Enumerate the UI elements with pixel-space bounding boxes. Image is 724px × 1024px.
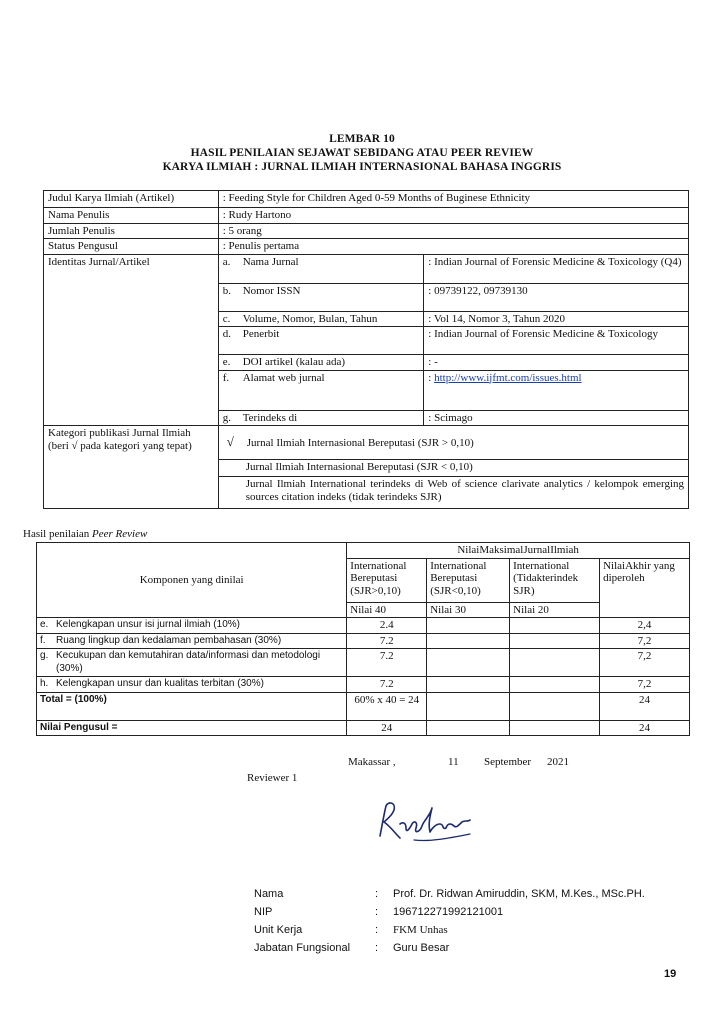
sig-colon: : bbox=[375, 906, 379, 918]
komponen-row-h bbox=[37, 677, 347, 693]
row-letter: c. bbox=[222, 312, 231, 325]
peer-review-table bbox=[36, 542, 690, 736]
web-prefix: : bbox=[428, 371, 435, 384]
nama-penulis-label: Nama Penulis bbox=[44, 208, 219, 224]
score-e-col3 bbox=[510, 618, 600, 634]
caption-italic: Peer Review bbox=[92, 528, 148, 540]
sig-value: FKM Unhas bbox=[393, 924, 448, 936]
sig-label: Jabatan Fungsional bbox=[254, 942, 351, 954]
kategori-label-cell bbox=[44, 426, 219, 509]
score-e-col2 bbox=[427, 618, 510, 634]
row-letter: f. bbox=[222, 371, 230, 384]
row-label: Nama Jurnal bbox=[242, 255, 299, 268]
col-header-1: International Bereputasi (SJR>0,10) bbox=[347, 558, 427, 602]
jumlah-penulis-label: Jumlah Penulis bbox=[44, 223, 219, 239]
row-label: Volume, Nomor, Bulan, Tahun bbox=[242, 312, 378, 325]
score-g-col1: 7.2 bbox=[347, 649, 427, 677]
score-e-col1: 2.4 bbox=[347, 618, 427, 634]
col-header-2: International Bereputasi (SJR<0,10) bbox=[427, 558, 510, 602]
jurnal-row-c-value: : Vol 14, Nomor 3, Tahun 2020 bbox=[424, 311, 689, 327]
score-f-final: 7,2 bbox=[600, 633, 690, 649]
check-mark-icon: √ bbox=[226, 433, 234, 449]
row-label: Ruang lingkup dan kedalaman pembahasan (30%) bbox=[56, 634, 282, 646]
row-label: DOI artikel (kalau ada) bbox=[242, 356, 346, 368]
identitas-jurnal-label: Identitas Jurnal/Artikel bbox=[44, 254, 219, 426]
total-label: Total = (100%) bbox=[37, 692, 347, 720]
komponen-row-e bbox=[37, 618, 347, 634]
sig-label: NIP bbox=[254, 906, 273, 918]
identity-table bbox=[43, 190, 689, 509]
row-letter: f. bbox=[40, 634, 46, 646]
row-label: Terindeks di bbox=[242, 411, 298, 424]
score-g-col2 bbox=[427, 649, 510, 677]
row-label: Kelengkapan unsur dan kualitas terbitan (30%) bbox=[56, 678, 264, 689]
caption-prefix: Hasil penilaian bbox=[23, 528, 93, 540]
sign-month: September bbox=[484, 756, 532, 768]
kategori-option-3[interactable] bbox=[218, 477, 688, 509]
title-line-2: HASIL PENILAIAN SEJAWAT SEBIDANG ATAU PEER REVIEW bbox=[190, 147, 534, 159]
score-h-col2 bbox=[427, 677, 510, 693]
judul-value: : Feeding Style for Children Aged 0-59 Months of Buginese Ethnicity bbox=[218, 191, 688, 208]
jurnal-row-f-label bbox=[218, 370, 424, 410]
kategori-note: (beri √ pada kategori yang tepat) bbox=[48, 439, 192, 452]
sign-day: 11 bbox=[448, 756, 459, 768]
row-letter: g. bbox=[40, 650, 49, 661]
kategori-option-text: Jurnal Ilmiah Internasional Bereputasi (SJR < 0,10) bbox=[245, 461, 473, 473]
kategori-option-2[interactable] bbox=[218, 460, 688, 477]
title-line-1: LEMBAR 10 bbox=[329, 133, 395, 145]
sig-colon: : bbox=[375, 924, 379, 936]
row-letter: g. bbox=[222, 411, 231, 424]
status-pengusul-value: : Penulis pertama bbox=[218, 239, 688, 255]
score-f-col2 bbox=[427, 633, 510, 649]
jurnal-row-b-label bbox=[218, 283, 424, 311]
row-label: Nomor ISSN bbox=[242, 284, 301, 297]
pengusul-final: 24 bbox=[600, 720, 690, 736]
row-label: Kelengkapan unsur isi jurnal ilmiah (10%) bbox=[56, 619, 240, 630]
jurnal-row-a-value: : Indian Journal of Forensic Medicine & Toxicology (Q4) bbox=[424, 254, 689, 283]
sig-value: Prof. Dr. Ridwan Amiruddin, SKM, M.Kes., MSc.PH. bbox=[393, 888, 645, 900]
title-line-3: KARYA ILMIAH : JURNAL ILMIAH INTERNASIONAL BAHASA INGGRIS bbox=[162, 161, 562, 173]
nilai-40: Nilai 40 bbox=[347, 602, 427, 618]
row-letter: h. bbox=[40, 678, 49, 689]
score-f-col1: 7.2 bbox=[347, 633, 427, 649]
nilai-maks-header: NilaiMaksimalJurnalIlmiah bbox=[347, 543, 690, 559]
score-h-col1: 7.2 bbox=[347, 677, 427, 693]
komponen-header: Komponen yang dinilai bbox=[37, 543, 347, 618]
score-g-col3 bbox=[510, 649, 600, 677]
row-letter: d. bbox=[222, 328, 231, 340]
col-header-3: International (Tidakterindek SJR) bbox=[510, 558, 600, 602]
score-f-col3 bbox=[510, 633, 600, 649]
status-pengusul-label: Status Pengusul bbox=[44, 239, 219, 255]
kategori-option-text: Jurnal Ilmiah International terindeks di Web of science clarivate analytics / kelompok emerging sources citation indeks (tidak terindeks SJR) bbox=[245, 478, 684, 503]
total-col1: 60% x 40 = 24 bbox=[347, 692, 427, 720]
jurnal-row-b-value: : 09739122, 09739130 bbox=[424, 283, 689, 311]
jurnal-row-d-label bbox=[218, 327, 424, 355]
jurnal-row-e-label bbox=[218, 355, 424, 371]
nama-penulis-value: : Rudy Hartono bbox=[218, 208, 688, 224]
jumlah-penulis-value: : 5 orang bbox=[218, 223, 688, 239]
pengusul-col3 bbox=[510, 720, 600, 736]
peer-review-caption bbox=[23, 528, 147, 540]
kategori-option-1[interactable] bbox=[218, 426, 688, 460]
jurnal-row-f-value bbox=[424, 370, 689, 410]
signature-image bbox=[370, 798, 480, 850]
row-letter: e. bbox=[40, 619, 49, 630]
total-col3 bbox=[510, 692, 600, 720]
komponen-row-f bbox=[37, 633, 347, 649]
score-h-col3 bbox=[510, 677, 600, 693]
jurnal-row-g-value: : Scimago bbox=[424, 410, 689, 426]
jurnal-row-d-value: : Indian Journal of Forensic Medicine & Toxicology bbox=[424, 327, 689, 355]
sign-place: Makassar , bbox=[348, 756, 396, 768]
row-letter: b. bbox=[222, 284, 231, 297]
reviewer-label: Reviewer 1 bbox=[247, 772, 298, 784]
pengusul-col1: 24 bbox=[347, 720, 427, 736]
nilai-pengusul-label: Nilai Pengusul = bbox=[37, 720, 347, 736]
sign-year: 2021 bbox=[547, 756, 569, 768]
judul-label: Judul Karya Ilmiah (Artikel) bbox=[44, 191, 219, 208]
sig-value: Guru Besar bbox=[393, 942, 450, 954]
jurnal-row-c-label bbox=[218, 311, 424, 327]
total-final: 24 bbox=[600, 692, 690, 720]
row-label: Penerbit bbox=[242, 328, 280, 340]
jurnal-row-e-value: : - bbox=[424, 355, 689, 371]
jurnal-row-g-label bbox=[218, 410, 424, 426]
row-label: Alamat web jurnal bbox=[242, 371, 325, 384]
kategori-label: Kategori publikasi Jurnal Ilmiah bbox=[48, 427, 191, 439]
sig-label: Unit Kerja bbox=[254, 924, 303, 936]
sig-colon: : bbox=[375, 942, 379, 954]
score-g-final: 7,2 bbox=[600, 649, 690, 677]
jurnal-row-a-label bbox=[218, 254, 424, 283]
nilai-30: Nilai 30 bbox=[427, 602, 510, 618]
score-e-final: 2,4 bbox=[600, 618, 690, 634]
sig-colon: : bbox=[375, 888, 379, 900]
journal-web-link[interactable]: http://www.ijfmt.com/issues.html bbox=[434, 371, 582, 384]
pengusul-col2 bbox=[427, 720, 510, 736]
nilai-20: Nilai 20 bbox=[510, 602, 600, 618]
row-letter: a. bbox=[222, 255, 231, 268]
sig-label: Nama bbox=[254, 888, 284, 900]
col-header-4: NilaiAkhir yang diperoleh bbox=[600, 558, 690, 618]
row-letter: e. bbox=[222, 356, 231, 368]
kategori-option-text: Jurnal Ilmiah Internasional Bereputasi (SJR > 0,10) bbox=[246, 436, 474, 449]
total-col2 bbox=[427, 692, 510, 720]
sig-value: 196712271992121001 bbox=[393, 906, 504, 918]
score-h-final: 7,2 bbox=[600, 677, 690, 693]
page-number: 19 bbox=[664, 968, 677, 980]
komponen-row-g bbox=[37, 649, 347, 677]
row-label: Kecukupan dan kemutahiran data/informasi dan metodologi (30%) bbox=[56, 650, 321, 674]
